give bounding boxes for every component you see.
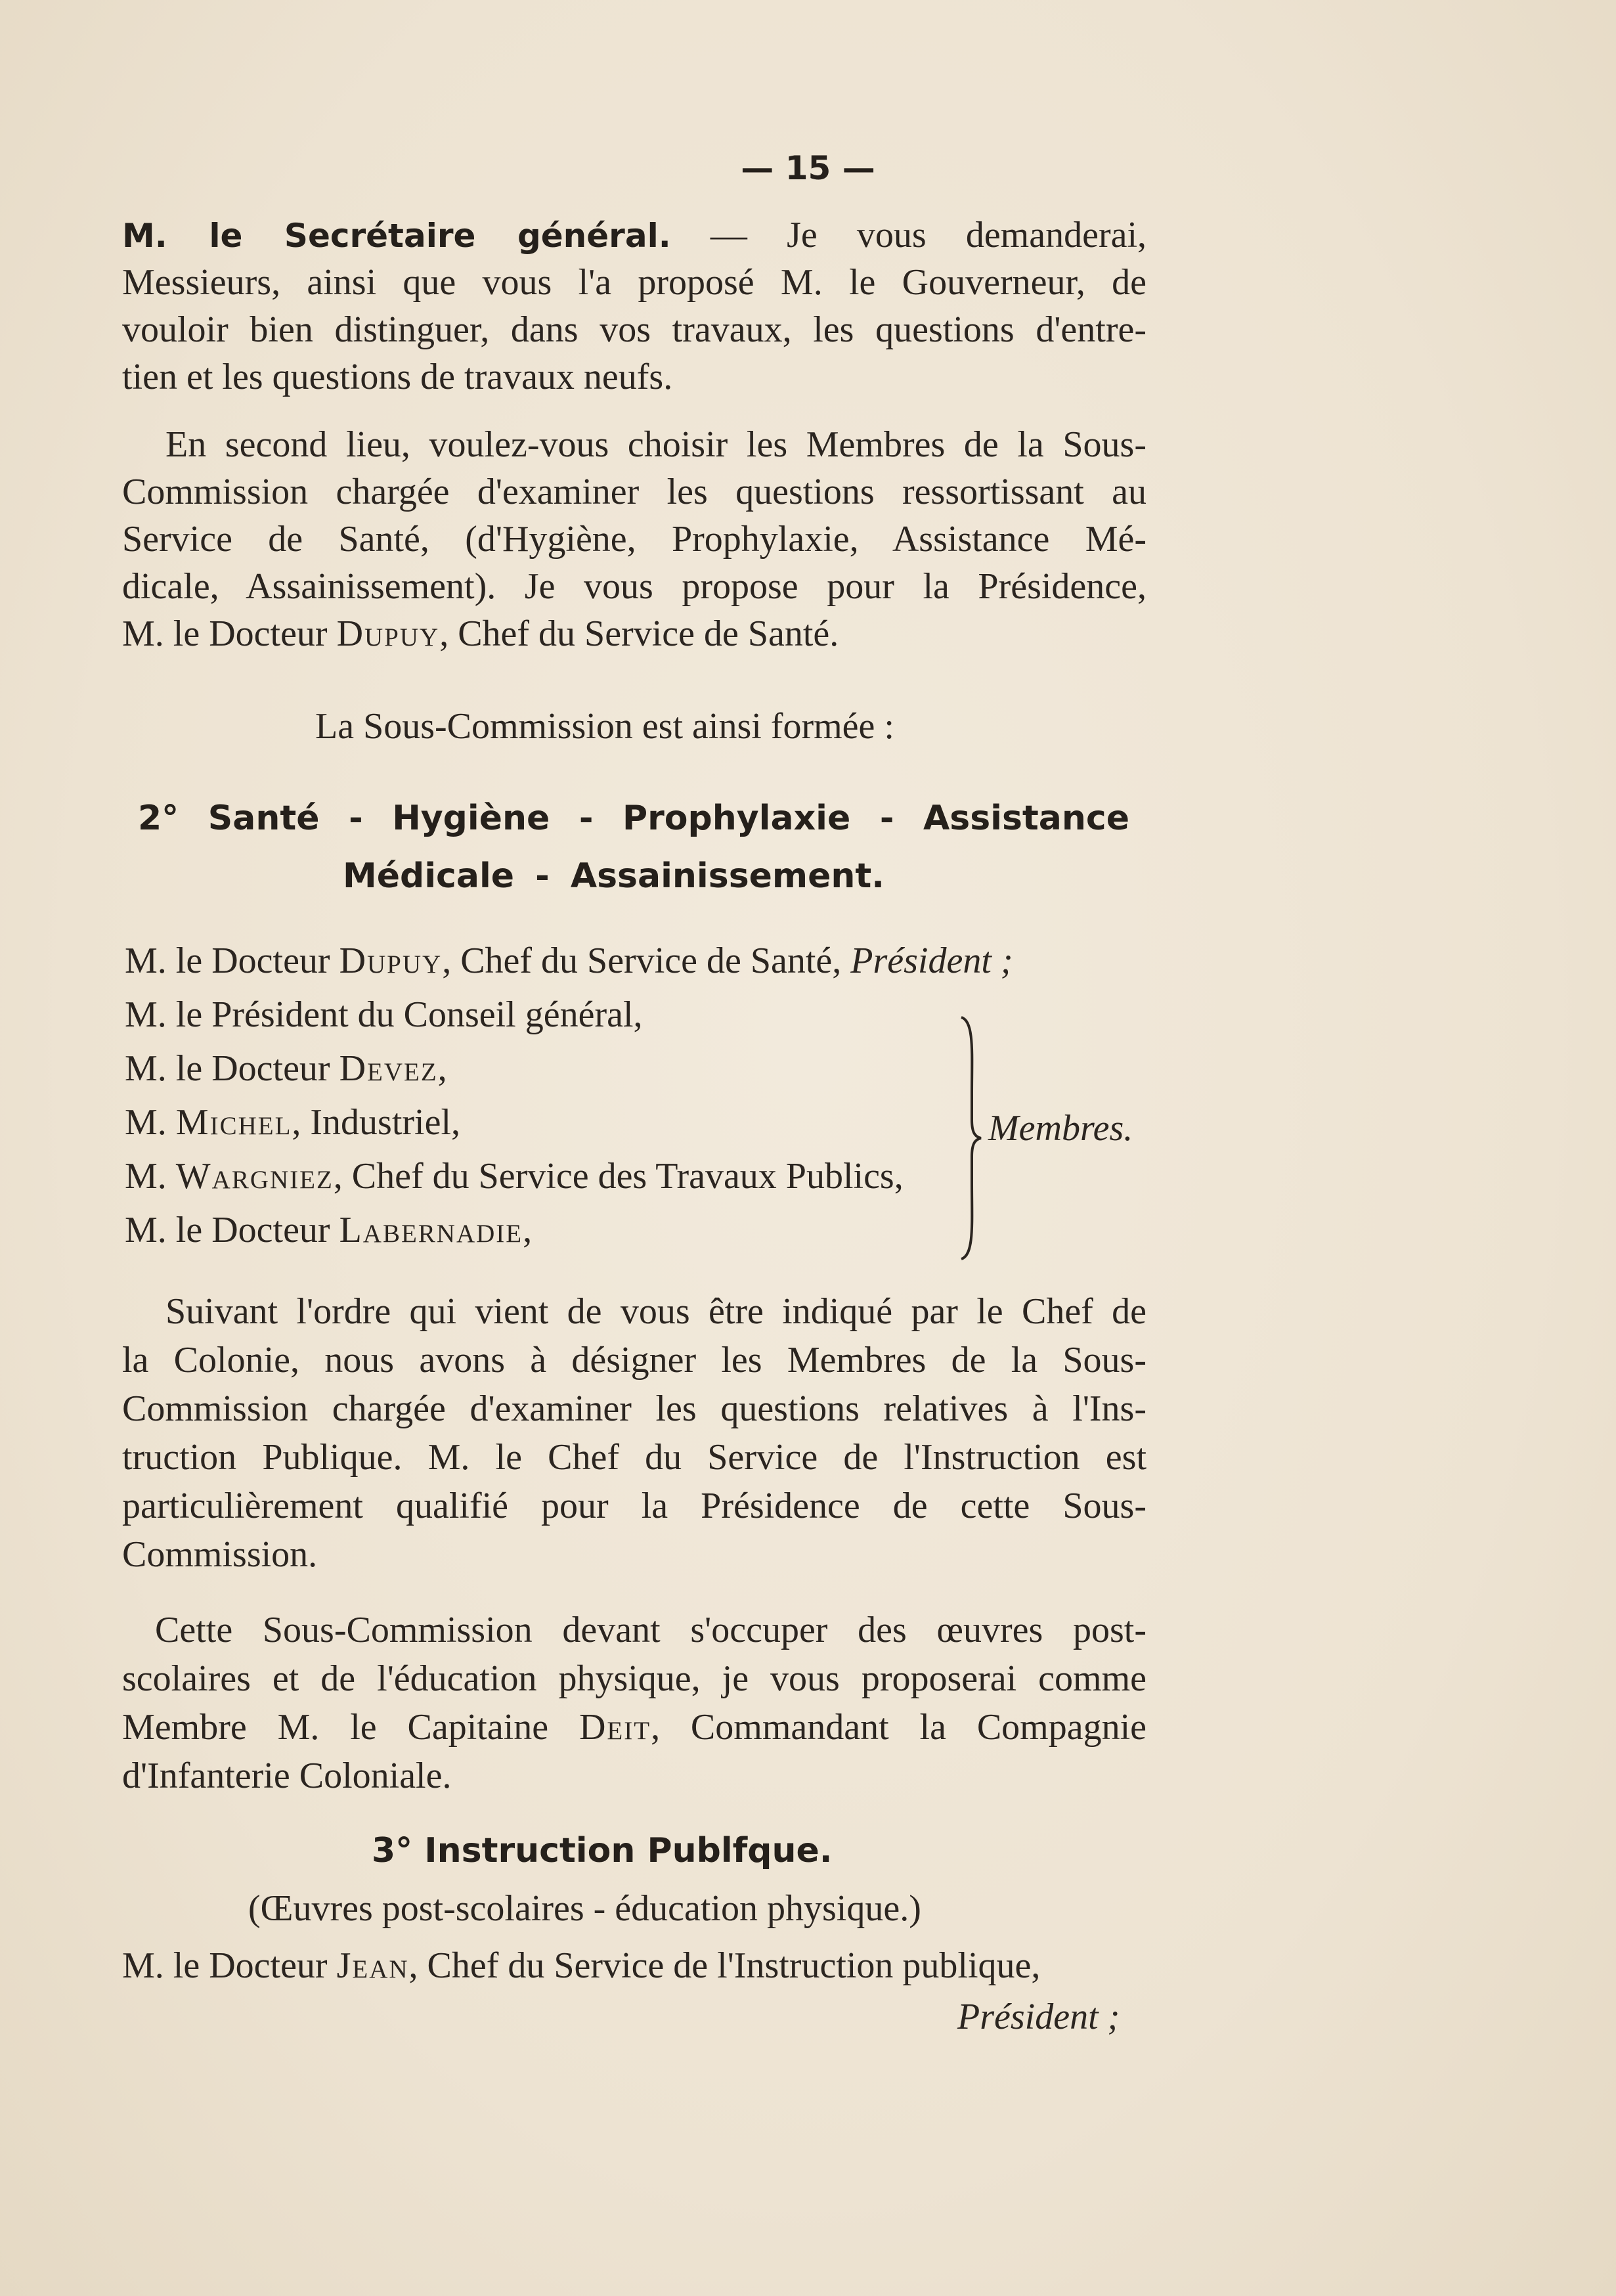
member-devez-pre: M. le Docteur [125, 1048, 339, 1089]
members-brace [957, 1015, 984, 1261]
name-jean: Jean [336, 1945, 409, 1986]
para2-line1: En second lieu, voulez-vous choisir les Membres de la Sous- [165, 424, 1146, 465]
member-wargniez-post: , Chef du Service des Travaux Publics, [333, 1156, 904, 1197]
member-wargniez-pre: M. [125, 1156, 176, 1197]
name-labernadie: Labernadie [339, 1210, 523, 1250]
para4-line1: Cette Sous-Commission devant s'occuper des œuvres post- [155, 1610, 1146, 1650]
speaker-label: M. le Secrétaire général. [122, 217, 671, 255]
page-number: — 15 — [741, 149, 875, 187]
formation-line: La Sous-Commission est ainsi formée : [315, 706, 894, 747]
para4-line4: d'Infanterie Coloniale. [122, 1755, 452, 1796]
member-devez-post: , [437, 1048, 447, 1089]
member-labernadie [125, 1206, 532, 1254]
president-pre: M. le Docteur [125, 940, 339, 981]
name-deit: Deit [579, 1707, 651, 1748]
para1-line1 [122, 211, 1146, 259]
para1-line2: Messieurs, ainsi que vous l'a proposé M. le Gouverneur, de [122, 262, 1146, 303]
para1-line3: vouloir bien distinguer, dans vos travaux, les questions d'entre- [122, 309, 1146, 350]
para4-line3-pre: Membre M. le Capitaine [122, 1707, 579, 1748]
dash: — [710, 215, 747, 255]
members-label: Membres. [988, 1108, 1133, 1149]
para1-line1-text: Je vous demanderai, [787, 215, 1146, 255]
member-labernadie-pre: M. le Docteur [125, 1210, 339, 1250]
para2-line4: dicale, Assainissement). Je vous propose pour la Présidence, [122, 566, 1146, 607]
section3-president-post: , Chef du Service de l'Instruction publique, [408, 1945, 1041, 1986]
para3-line5: particulièrement qualifié pour la Présidence de cette Sous- [122, 1486, 1146, 1526]
para3-line6: Commission. [122, 1534, 318, 1575]
para2-line5 [122, 610, 839, 657]
para2-line2: Commission chargée d'examiner les questions ressortissant au [122, 472, 1146, 512]
section3-president-role: Président ; [957, 1997, 1120, 2037]
para2-line3: Service de Santé, (d'Hygiène, Prophylaxie, Assistance Mé- [122, 519, 1146, 560]
para4-line3 [122, 1704, 1146, 1751]
member-devez [125, 1045, 447, 1092]
section3-president [122, 1942, 1040, 1989]
para3-line1: Suivant l'ordre qui vient de vous être indiqué par le Chef de [165, 1291, 1146, 1332]
president-post: , Chef du Service de Santé, [442, 940, 851, 981]
name-devez: Devez [339, 1048, 438, 1089]
name-michel: Michel [175, 1102, 292, 1143]
para3-line2: la Colonie, nous avons à désigner les Membres de la Sous- [122, 1340, 1146, 1380]
member-michel-post: , Industriel, [292, 1102, 461, 1143]
para3-line4: truction Publique. M. le Chef du Service de l'Instruction est [122, 1437, 1146, 1478]
para4-line2: scolaires et de l'éducation physique, je vous proposerai comme [122, 1658, 1146, 1699]
name-dupuy: Dupuy [336, 613, 440, 654]
para3-line3: Commission chargée d'examiner les questions relatives à l'Ins- [122, 1388, 1146, 1429]
section3-president-pre: M. le Docteur [122, 1945, 337, 1986]
para1-line4: tien et les questions de travaux neufs. [122, 357, 673, 397]
section2-president [125, 937, 1013, 984]
section2-title-line1: 2° Santé - Hygiène - Prophylaxie - Assistance [138, 799, 1129, 838]
section3-subtitle: (Œuvres post-scolaires - éducation physique.) [248, 1888, 921, 1929]
section3-title: 3° Instruction Publfque. [372, 1831, 833, 1870]
para4-line3-post: , Commandant la Compagnie [651, 1707, 1146, 1748]
section2-title-line2: Médicale - Assainissement. [343, 856, 885, 896]
member-michel [125, 1099, 460, 1146]
para2-line5-pre: M. le Docteur [122, 613, 337, 654]
member-conseil-general: M. le Président du Conseil général, [125, 994, 643, 1035]
member-labernadie-post: , [523, 1210, 533, 1250]
member-wargniez [125, 1153, 904, 1200]
name-wargniez: Wargniez [175, 1156, 334, 1197]
president-role: Président ; [850, 940, 1013, 981]
name-dupuy-2: Dupuy [339, 940, 443, 981]
para2-line5-post: , Chef du Service de Santé. [439, 613, 839, 654]
member-michel-pre: M. [125, 1102, 176, 1143]
